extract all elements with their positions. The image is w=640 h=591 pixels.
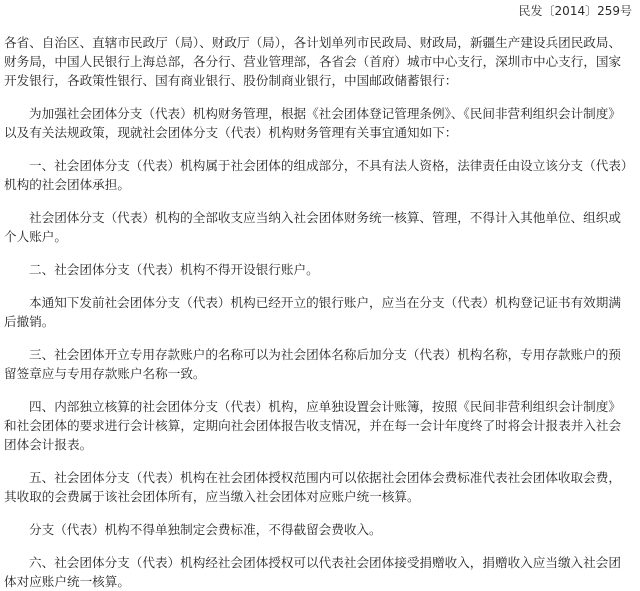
document-body (4, 33, 632, 591)
clause-3-paragraph: 三、社会团体开立专用存款账户的名称可以为社会团体名称后加分支（代表）机构名称，专用存款账户的预留签章应与专用存款账户名称一致。 (4, 347, 621, 381)
document-number: 民发〔2014〕259号 (518, 4, 632, 18)
clause-6-paragraph: 六、社会团体分支（代表）机构经社会团体授权可以代表社会团体接受捐赠收入，捐赠收入应当缴入社会团体对应账户统一核算。 (4, 555, 621, 589)
intro-paragraph: 为加强社会团体分支（代表）机构财务管理，根据《社会团体登记管理条例》、《民间非营利组织会计制度》以及有关法规政策，现就社会团体分支（代表）机构财务管理有关事宜通知如下： (4, 106, 621, 140)
clause-1-note-paragraph: 社会团体分支（代表）机构的全部收支应当纳入社会团体财务统一核算、管理，不得计入其他单位、组织或个人账户。 (4, 210, 621, 244)
addressees-paragraph: 各省、自治区、直辖市民政厅（局）、财政厅（局），各计划单列市民政局、财政局，新疆生产建设兵团民政局、财务局，中国人民银行上海总部，各分行、营业管理部，各省会（首府）城市中心支行，深圳市中心支行，国家开发银行，各政策性银行、国有商业银行、股份制商业银行，中国邮政储蓄银行： (4, 35, 622, 88)
clause-5-paragraph: 五、社会团体分支（代表）机构在社会团体授权范围内可以依据社会团体会费标准代表社会团体收取会费，其收取的会费属于该社会团体所有，应当缴入社会团体对应账户统一核算。 (4, 470, 621, 504)
clause-4-paragraph: 四、内部独立核算的社会团体分支（代表）机构，应单独设置会计账簿，按照《民间非营利组织会计制度》和社会团体的要求进行会计核算，定期向社会团体报告收支情况，并在每一会计年度终了时将会计报表并入社会团体会计报表。 (4, 399, 622, 452)
clause-5-note-paragraph: 分支（代表）机构不得单独制定会费标准，不得截留会费收入。 (29, 522, 382, 537)
clause-1-paragraph: 一、社会团体分支（代表）机构属于社会团体的组成部分，不具有法人资格，法律责任由设立该分支（代表）机构的社会团体承担。 (4, 158, 628, 192)
clause-2-note-paragraph: 本通知下发前社会团体分支（代表）机构已经开立的银行账户，应当在分支（代表）机构登记证书有效期满后撤销。 (4, 295, 621, 329)
clause-2-paragraph: 二、社会团体分支（代表）机构不得开设银行账户。 (29, 262, 319, 277)
